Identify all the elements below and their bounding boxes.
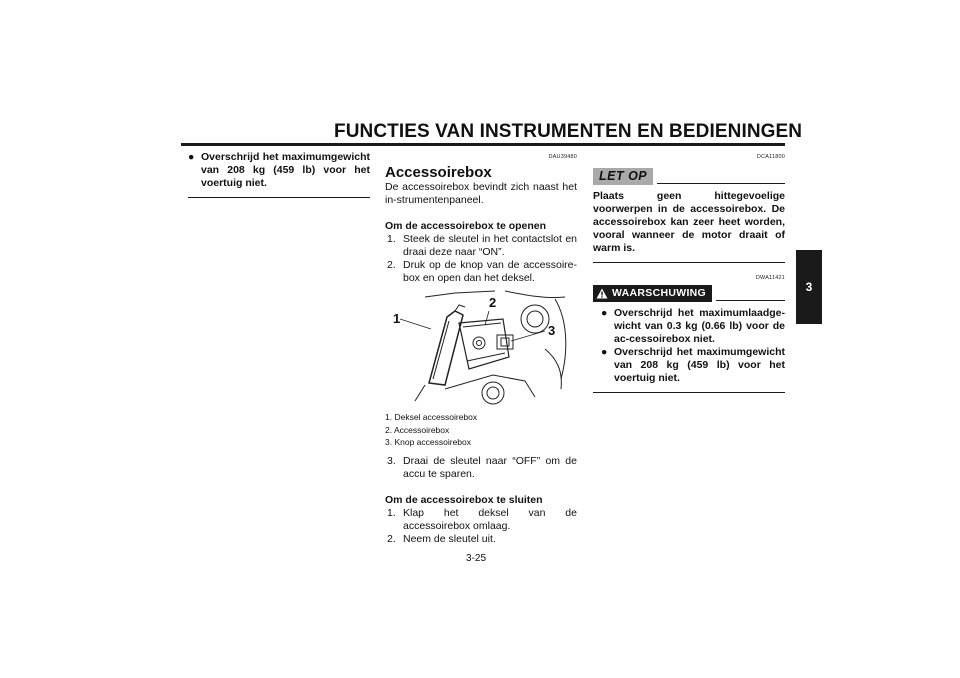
warning-rule [716,300,785,301]
page-header-title: FUNCTIES VAN INSTRUMENTEN EN BEDIENINGEN [334,121,803,142]
illustration-drawing [385,289,577,409]
step-number: 1. [387,233,396,245]
step-text: Draai de sleutel naar “OFF” om de accu te sparen. [403,454,577,480]
figure-captions [385,411,577,449]
bullet-text: Overschrijd het maximumgewicht van 208 kg (459 lb) voor het voertuig niet. [201,151,370,189]
bullet-icon: ● [188,151,195,163]
caution-text: Plaats geen hittegevoelige voorwerpen in de accessoirebox. De accessoirebox kan zeer heet worden, vooral wanneer de motor draait of warm is. [593,190,785,254]
warning-label: WAARSCHUWING [612,287,707,299]
close-step [385,507,577,533]
step-text: Druk op de knop van de accessoire-box en open dan het deksel. [403,259,577,284]
doc-code: DAU39480 [548,154,577,160]
step-number: 3. [387,454,396,467]
caution-header [593,168,785,185]
step-number: 2. [387,259,396,271]
open-step [385,455,577,481]
warning-end-rule [593,392,785,393]
warning-triangle-icon [596,288,608,299]
bullet-text: Overschrijd het maximumgewicht van 208 kg (459 lb) voor het voertuig niet. [614,346,785,384]
caution-rule [657,183,785,184]
bullet-icon: ● [601,307,608,319]
open-step [385,259,577,285]
bullet-text: Overschrijd het maximumlaadge-wicht van 0.3 kg (0.66 lb) voor de ac-cessoirebox niet. [614,307,785,345]
caution-badge: LET OP [593,168,653,185]
step-text: Steek de sleutel in het contactslot en draai deze naar “ON”. [403,233,577,258]
bullet-icon: ● [601,346,608,358]
chapter-tab: 3 [796,250,822,324]
right-column [593,151,785,393]
figure-label-3: 3 [548,323,556,338]
figure-label-1: 1 [393,311,401,326]
figure-label-2: 2 [489,295,497,310]
close-heading: Om de accessoirebox te sluiten [385,493,543,506]
page-number: 3-25 [466,553,487,564]
step-number: 2. [387,532,396,545]
caption-item: 3. Knop accessoirebox [385,437,471,447]
caution-code: DCA11800 [756,154,785,160]
weight-warning-bullet [188,151,370,190]
step-number: 1. [387,506,396,519]
intro-text: De accessoirebox bevindt zich naast het in-strumentenpaneel. [385,181,577,206]
warning-badge [593,285,712,302]
section-divider [188,197,370,198]
middle-column [385,151,577,546]
accessory-box-illustration [385,289,577,409]
caution-end-rule [593,262,785,263]
warning-bullet [593,307,785,346]
step-text: Klap het deksel van de accessoirebox omlaag. [403,506,577,532]
header-rule [181,143,785,146]
caption-item: 2. Accessoirebox [385,424,450,435]
section-title: Accessoirebox [385,164,492,181]
warning-bullet [593,346,785,385]
close-step [385,533,577,546]
open-step [385,233,577,259]
step-text: Neem de sleutel uit. [403,532,496,545]
warning-code: DWA11421 [755,275,785,281]
open-heading: Om de accessoirebox te openen [385,220,547,232]
left-column [188,151,370,198]
caption-item: 1. Deksel accessoirebox [385,412,478,422]
warning-header [593,285,785,302]
